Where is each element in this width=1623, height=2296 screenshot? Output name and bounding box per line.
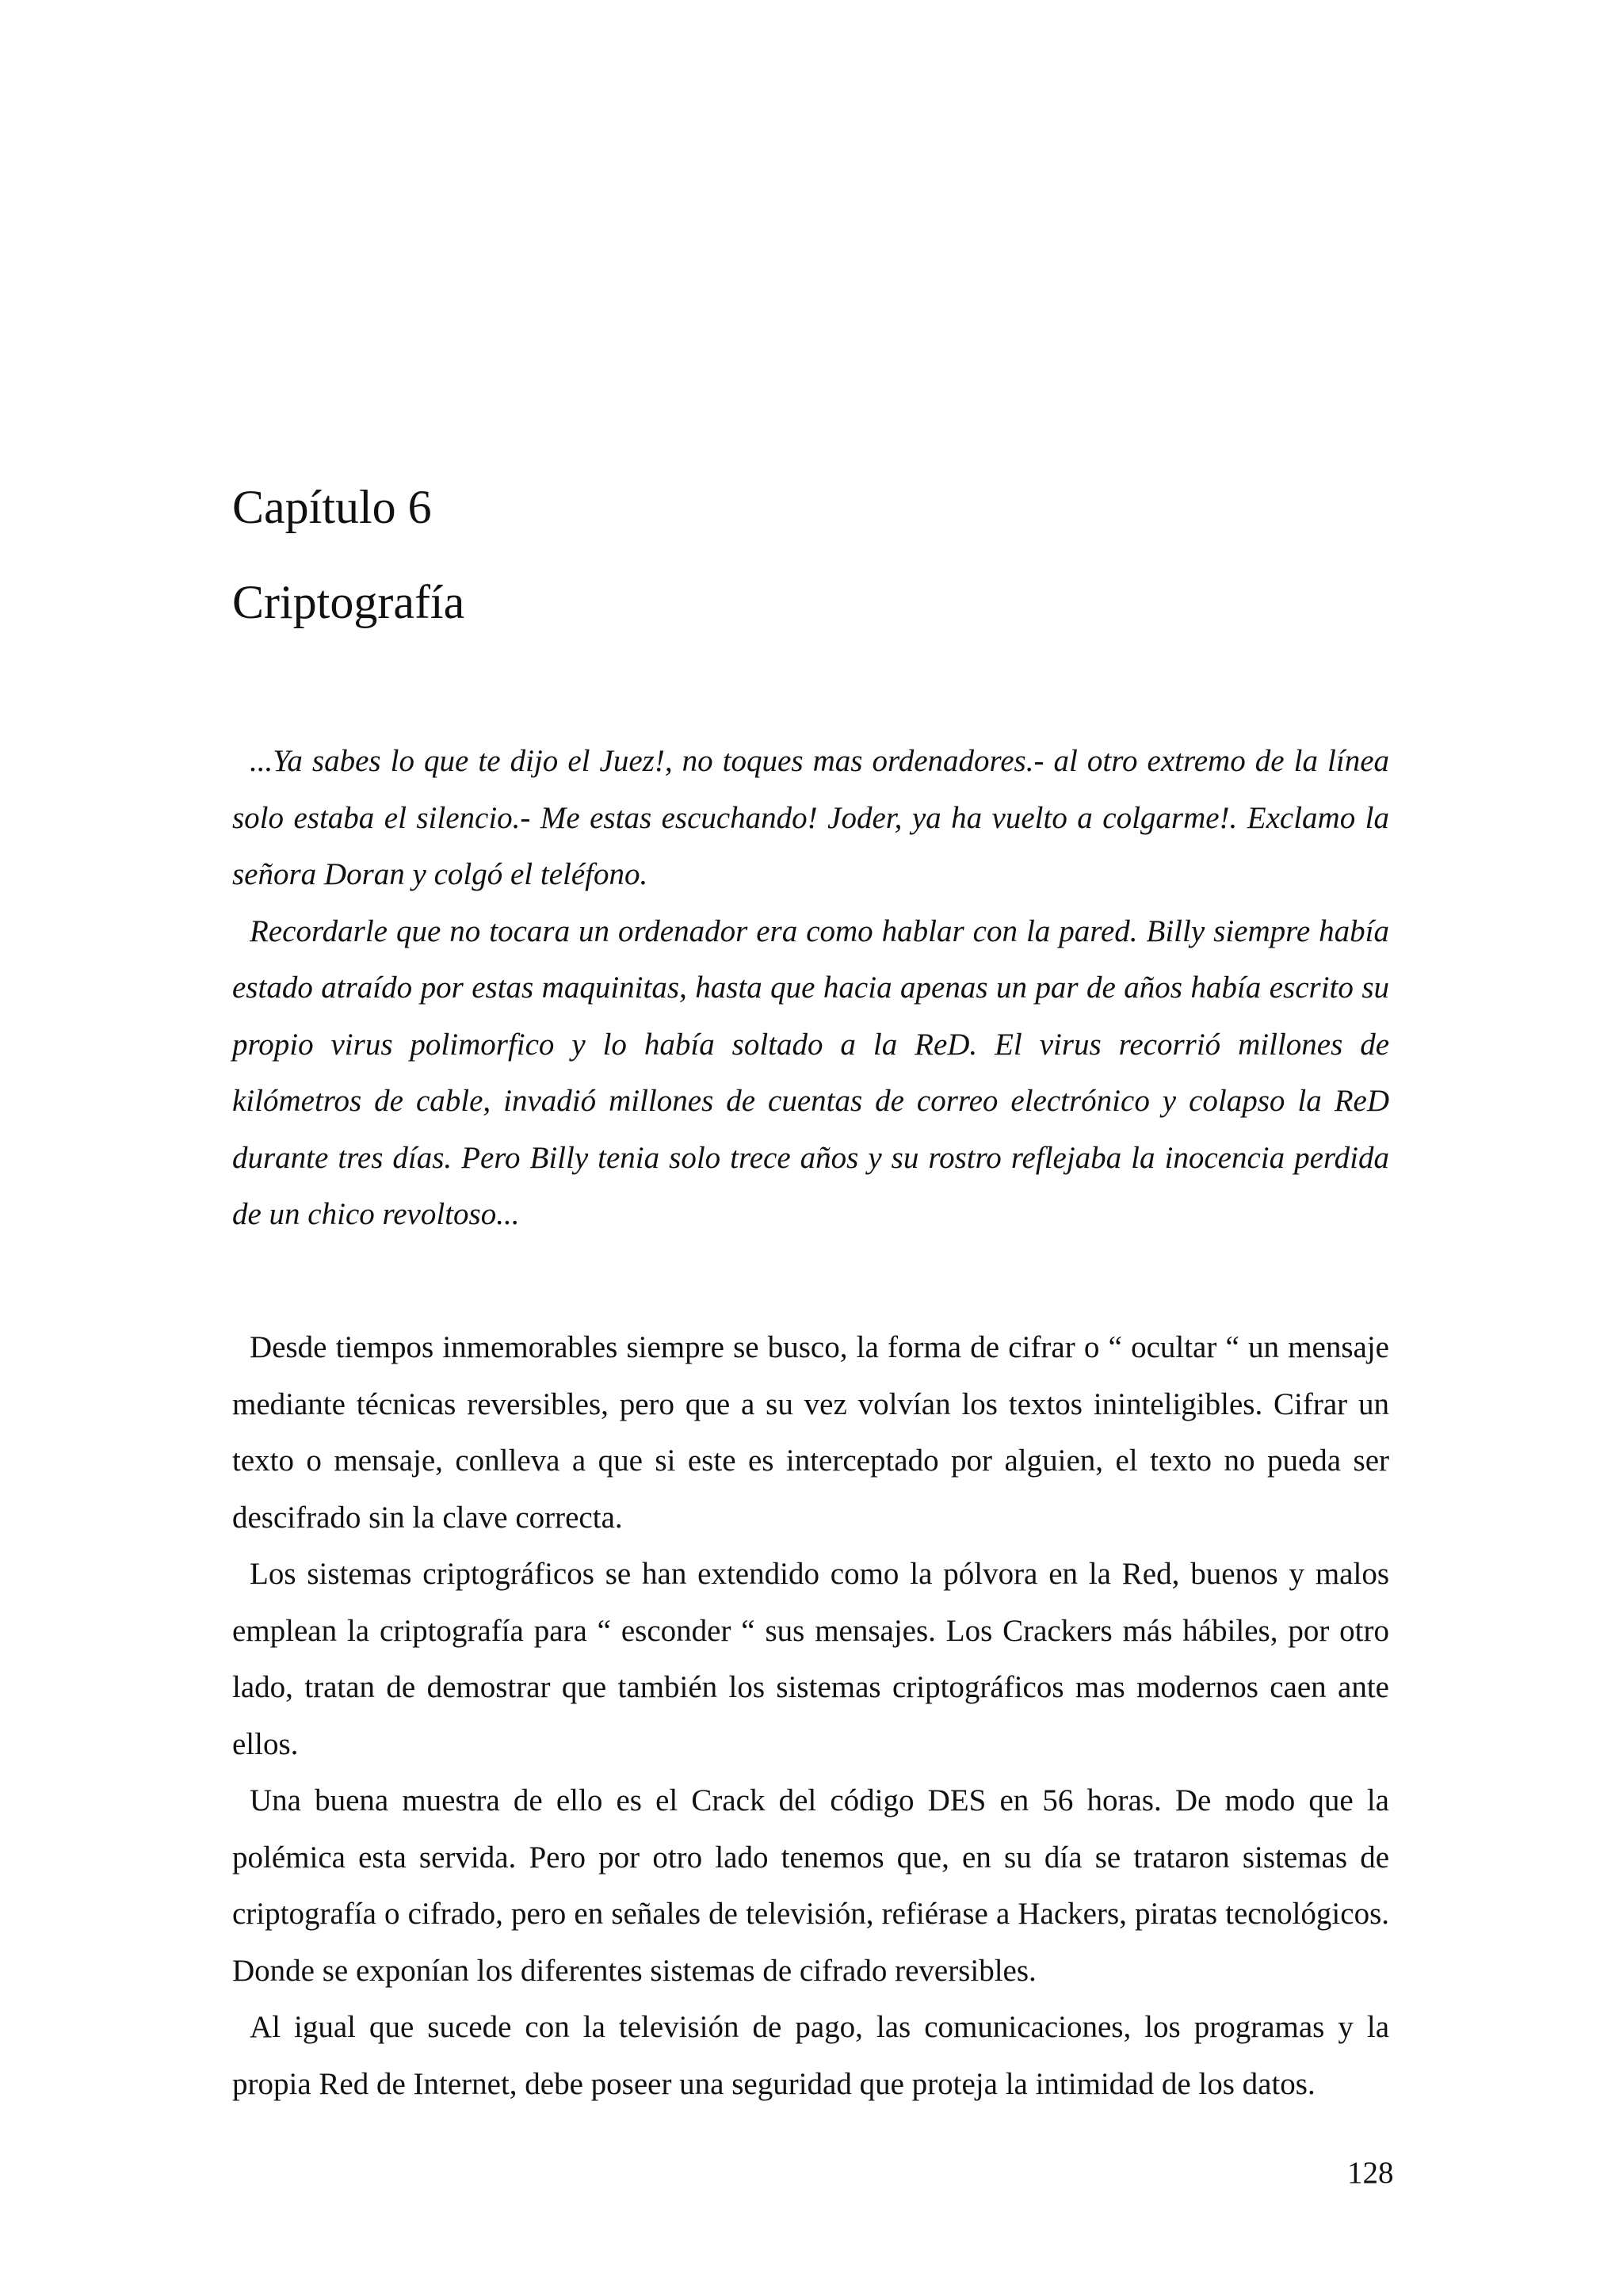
body-paragraph: Los sistemas criptográficos se han extendido como la pólvora en la Red, buenos y malos emplean la criptografía para “ esconder “ sus mensajes. Los Crackers más hábiles, por otro lado, tratan de demostrar que también los sistemas criptográficos mas modernos caen ante ellos.	[232, 1557, 1389, 1761]
epigraph-paragraph: ...Ya sabes lo que te dijo el Juez!, no toques mas ordenadores.- al otro extremo de la línea solo estaba el silencio.- Me estas escuchando! Joder, ya ha vuelto a colgarme!. Exclamo la señora Doran y colgó el teléfono.	[232, 744, 1389, 891]
body-paragraph: Al igual que sucede con la televisión de pago, las comunicaciones, los programas y la propia Red de Internet, debe poseer una seguridad que proteja la intimidad de los datos.	[232, 2010, 1389, 2101]
chapter-title: Criptografía	[232, 576, 465, 628]
body-paragraph: Desde tiempos inmemorables siempre se busco, la forma de cifrar o “ ocultar “ un mensaje mediante técnicas reversibles, pero que a su vez volvían los textos ininteligibles. Cifrar un texto o mensaje, conlleva a que si este es interceptado por alguien, el texto no pueda ser descifrado sin la clave correcta.	[232, 1330, 1389, 1535]
epigraph-paragraph: Recordarle que no tocara un ordenador era como hablar con la pared. Billy siempre había estado atraído por estas maquinitas, hasta que hacia apenas un par de años había escrito su propio virus polimorfico y lo había soltado a la ReD. El virus recorrió millones de kilómetros de cable, invadió millones de cuentas de correo electrónico y colapso la ReD durante tres días. Pero Billy tenia solo trece años y su rostro reflejaba la inocencia perdida de un chico revoltoso...	[232, 913, 1389, 1231]
chapter-number: Capítulo 6	[232, 481, 432, 533]
body-text	[232, 1319, 1389, 2112]
body-paragraph: Una buena muestra de ello es el Crack del código DES en 56 horas. De modo que la polémica esta servida. Pero por otro lado tenemos que, en su día se trataron sistemas de criptografía o cifrado, pero en señales de televisión, refiérase a Hackers, piratas tecnológicos. Donde se exponían los diferentes sistemas de cifrado reversibles.	[232, 1783, 1389, 1988]
epigraph	[232, 733, 1389, 1243]
page-number: 128	[1347, 2156, 1394, 2190]
